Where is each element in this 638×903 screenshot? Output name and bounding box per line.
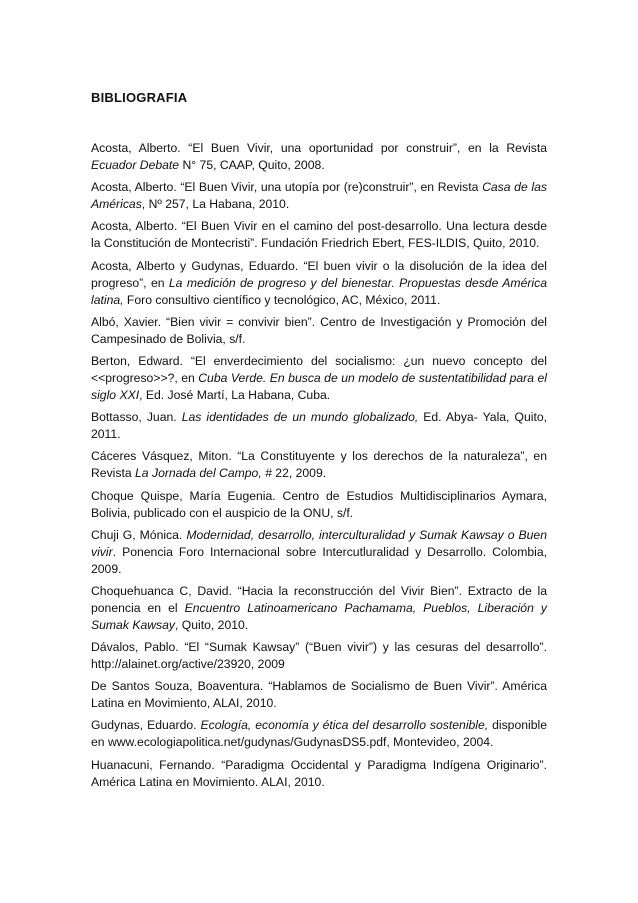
reference-text: Ed. Abya- Yala, Quito, 2011.	[91, 410, 547, 442]
reference-text: Acosta, Alberto. “El Buen Vivir, una utopía por (re)construir”, en Revista	[91, 180, 483, 195]
reference-text: Bottasso, Juan.	[91, 410, 182, 425]
reference-entry	[91, 218, 547, 252]
reference-entry	[91, 353, 547, 404]
reference-text: Foro consultivo científico y tecnológico, AC, México, 2011.	[123, 292, 441, 307]
reference-entry	[91, 314, 547, 348]
reference-text: De Santos Souza, Boaventura. “Hablamos de Socialismo de Buen Vivir”. América Latina en Movimiento, ALAI, 2010.	[91, 679, 547, 711]
reference-text: 22, 2009.	[271, 466, 327, 481]
reference-text: Gudynas, Eduardo.	[91, 718, 201, 733]
reference-entry	[91, 258, 547, 309]
reference-title-italic: Ecología, economía y ética del desarrollo sostenible,	[200, 718, 489, 733]
reference-title-italic: La medición de progreso y del bienestar. Propuestas desde América latina,	[91, 275, 548, 307]
reference-entry	[91, 583, 547, 634]
reference-title-italic: Las identidades de un mundo globalizado,	[181, 410, 419, 425]
reference-text: disponible en www.ecologiapolitica.net/gudynas/GudynasDS5.pdf, Montevideo, 2004.	[91, 718, 547, 750]
reference-text: Berton, Edward. “El enverdecimiento del socialismo: ¿un nuevo concepto del <<progreso>>?, en	[91, 353, 547, 385]
reference-entry	[91, 757, 547, 791]
reference-text: Chuji G, Mónica.	[91, 527, 187, 542]
reference-title-italic: Cuba Verde. En busca de un modelo de sustentatibilidad para el siglo XXI	[91, 370, 547, 402]
reference-text: Huanacuni, Fernando. “Paradigma Occidental y Paradigma Indígena Originario”. América Latina en Movimiento. ALAI, 2010.	[91, 757, 547, 789]
reference-text: , Ed. José Martí, La Habana, Cuba.	[139, 387, 331, 402]
reference-entry	[91, 409, 547, 443]
reference-entry	[91, 678, 547, 712]
reference-title-italic: Ecuador Debate	[91, 158, 180, 172]
bibliography-heading: BIBLIOGRAFIA	[91, 90, 188, 105]
reference-text: . Ponencia Foro Internacional sobre Intercutluralidad y Desarrollo. Colombia, 2009.	[91, 544, 547, 576]
reference-text: , Nº 257, La Habana, 2010.	[141, 197, 290, 212]
reference-text: Choque Quispe, María Eugenia. Centro de Estudios Multidisciplinarios Aymara, Bolivia, publicado con el auspicio de la ONU, s/f.	[91, 488, 547, 520]
reference-text: Albó, Xavier. “Bien vivir = convivir bien”. Centro de Investigación y Promoción del Campesinado de Bolivia, s/f.	[91, 314, 547, 346]
reference-text: N° 75, CAAP, Quito, 2008.	[179, 158, 325, 172]
reference-text: Cáceres Vásquez, Miton. “La Constituyente y los derechos de la naturaleza”, en Revista	[91, 449, 547, 481]
reference-entry	[91, 717, 547, 751]
reference-entry	[91, 448, 547, 482]
reference-entry	[91, 488, 547, 522]
reference-entry	[91, 639, 547, 673]
reference-title-italic: Casa de las Américas	[91, 180, 547, 212]
reference-text: , Quito, 2010.	[175, 617, 249, 632]
reference-title-italic: Encuentro Latinoamericano Pachamama, Pueblos, Liberación y Sumak Kawsay	[91, 600, 547, 632]
reference-text: Acosta, Alberto. “El Buen Vivir en el camino del post-desarrollo. Una lectura desde la Constitución de Montecristi”. Fundación Friedrich Ebert, FES-ILDIS, Quito, 2010.	[91, 219, 547, 251]
reference-text: Dávalos, Pablo. “El “Sumak Kawsay” (“Buen vivir”) y las cesuras del desarrollo”. http://alainet.org/active/23920, 2009	[91, 640, 547, 672]
reference-title-italic: La Jornada del Campo, #	[135, 466, 272, 481]
reference-list	[91, 140, 547, 796]
reference-entry	[91, 527, 547, 578]
reference-entry	[91, 140, 547, 174]
reference-text: Acosta, Alberto y Gudynas, Eduardo. “El buen vivir o la disolución de la idea del progreso”, en	[91, 258, 547, 290]
reference-title-italic: Modernidad, desarrollo, interculturalidad y Sumak Kawsay o Buen vivir	[91, 527, 547, 559]
reference-entry	[91, 179, 547, 213]
reference-text: Choquehuanca C, David. “Hacia la reconstrucción del Vivir Bien”. Extracto de la ponencia en el	[91, 583, 547, 615]
reference-text: Acosta, Alberto. “El Buen Vivir, una oportunidad por construir”, en la Revista	[91, 141, 547, 155]
